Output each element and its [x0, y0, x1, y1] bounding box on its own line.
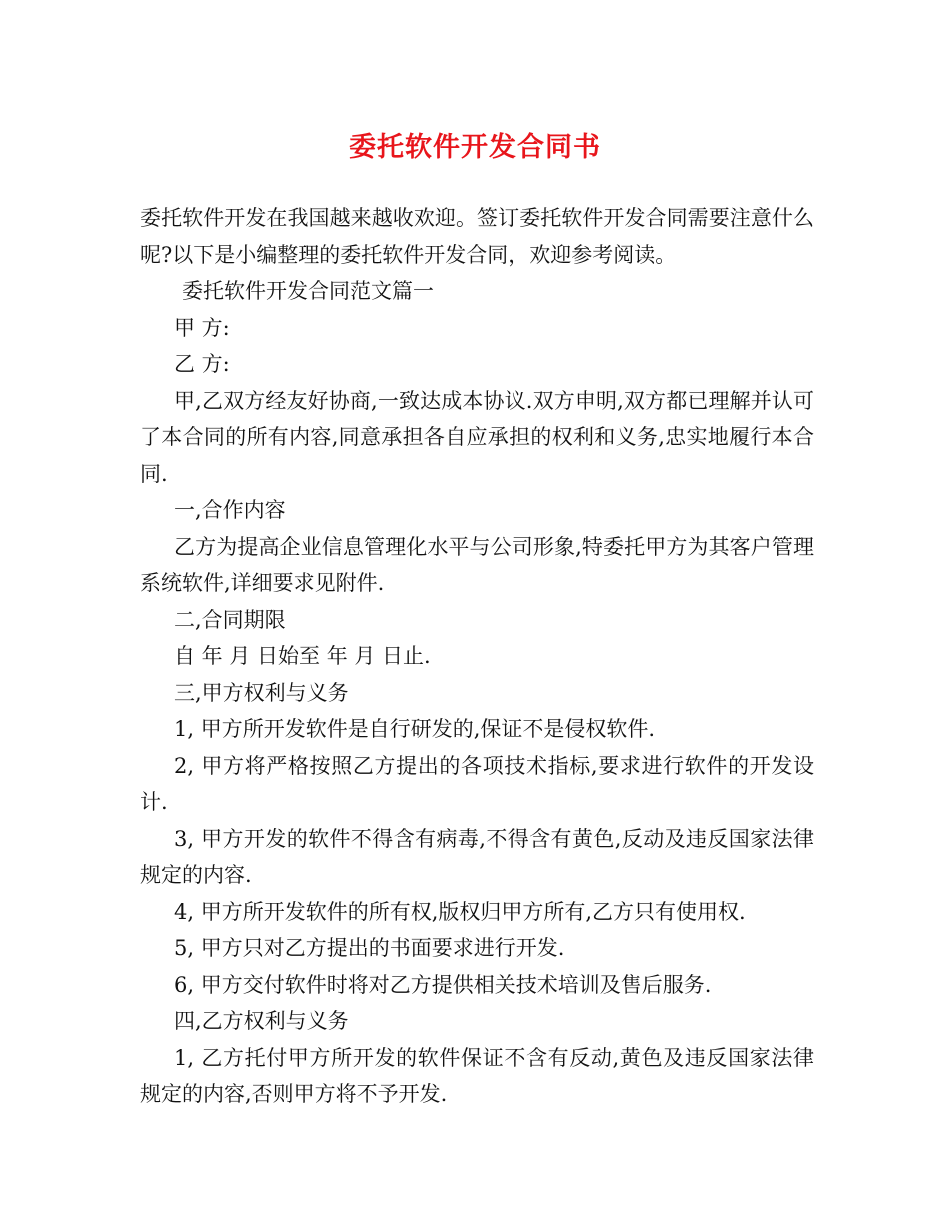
section-heading-1: 一,合作内容 — [174, 498, 286, 522]
clause-3-1: 1, 甲方所开发软件是自行研发的,保证不是侵权软件. — [174, 717, 656, 741]
party-a-line: 甲 方: — [174, 315, 230, 340]
section-heading-4: 四,乙方权利与义务 — [174, 1009, 349, 1033]
document-title: 委托软件开发合同书 — [349, 132, 601, 163]
clause-3-2: 2, 甲方将严格按照乙方提出的各项技术指标,要求进行软件的开发设计. — [140, 753, 814, 814]
clause-3-6: 6, 甲方交付软件时将对乙方提供相关技术培训及售后服务. — [174, 972, 712, 997]
clause-3-4: 4, 甲方所开发软件的所有权,版权归甲方所有,乙方只有使用权. — [174, 899, 746, 924]
clause-4-1: 1, 乙方托付甲方所开发的软件保证不含有反动,黄色及违反国家法律规定的内容,否则甲方将不予开发. — [140, 1045, 814, 1106]
sample-heading: 委托软件开发合同范文篇一 — [182, 279, 434, 303]
clause-3-3: 3, 甲方开发的软件不得含有病毒,不得含有黄色,反动及违反国家法律规定的内容. — [140, 826, 814, 887]
intro-paragraph: 委托软件开发在我国越来越收欢迎。签订委托软件开发合同需要注意什么呢?以下是小编整理的委托软件开发合同，欢迎参考阅读。 — [140, 206, 814, 267]
section-heading-3: 三,甲方权利与义务 — [174, 680, 349, 705]
party-b-line: 乙 方: — [174, 352, 230, 376]
clause-3-5: 5, 甲方只对乙方提出的书面要求进行开发. — [174, 936, 565, 960]
section-1-paragraph: 乙方为提高企业信息管理化水平与公司形象,特委托甲方为其客户管理系统软件,详细要求见附件. — [140, 534, 814, 595]
preamble-paragraph: 甲,乙双方经友好协商,一致达成本协议.双方申明,双方都已理解并认可了本合同的所有内容,同意承担各自应承担的权利和义务,忠实地履行本合同. — [140, 388, 814, 486]
document-body — [140, 200, 814, 1113]
section-heading-2: 二,合同期限 — [174, 607, 286, 632]
term-line: 自 年 月 日始至 年 月 日止. — [174, 644, 431, 668]
